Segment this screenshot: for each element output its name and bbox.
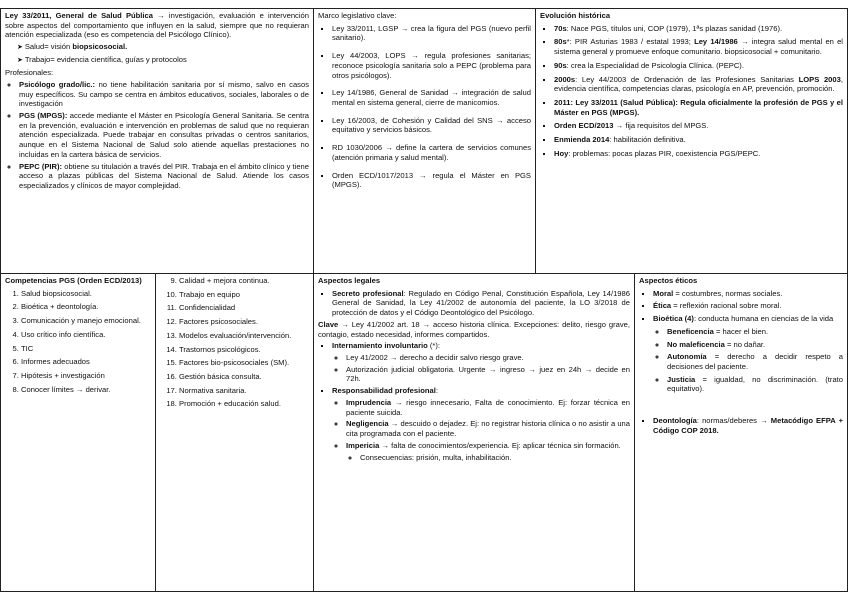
- list-item: ◦ Ley 41/2002 → derecho a decidir salvo riesgo grave.: [346, 353, 630, 363]
- list-item: ◦ Imprudencia → riesgo innecesario, Falta de conocimiento. Ej: forzar técnica en paciente suicida.: [346, 398, 630, 417]
- list-item: 14. Trastornos psicológicos.: [179, 345, 309, 355]
- list-item: ◦ Psicólogo grado/lic.: no tiene habilitación sanitaria por sí mismo, salvo en casos muy específicos. Su campo se centra en ámbitos educativos, sociales, laborales o de investigación: [19, 80, 309, 109]
- list-item: ▪ 2000s: Ley 44/2003 de Ordenación de las Profesiones Sanitarias LOPS 2003, evidencia científica, competencias claras, psicología en AP, prevención, promoción.: [554, 75, 843, 94]
- list-item: ▪ Ley 16/2003, de Cohesión y Calidad del SNS → acceso equitativo y servicios básicos.: [332, 116, 531, 135]
- list-item: ▪ Orden ECD/2013 → fija requisitos del MPGS.: [554, 121, 843, 131]
- list-item: 18. Promoción + educación salud.: [179, 399, 309, 409]
- list-item: 15. Factores bio-psicosociales (SM).: [179, 358, 309, 368]
- list-item: ▪ Deontología: normas/deberes → Metacódigo EFPA + Código COP 2018.: [653, 416, 843, 435]
- law-title: Ley 33/2011, General de Salud Pública: [5, 11, 153, 20]
- list-item: ◦ Justicia = igualdad, no discriminación. (trato equitativo).: [667, 375, 843, 394]
- list-item: 3. Comunicación y manejo emocional.: [21, 316, 153, 326]
- list-item: ◦ No maleficencia = no dañar.: [667, 340, 843, 350]
- list-item: 10. Trabajo en equipo: [179, 290, 309, 300]
- list-item: ▪ 70s: Nace PGS, títulos uni, COP (1979), 1ªs plazas sanidad (1976).: [554, 24, 843, 34]
- table-border-bottom: [0, 591, 848, 592]
- cell-title: Competencias PGS (Orden ECD/2013): [5, 276, 142, 285]
- sub-list: [653, 327, 843, 394]
- list-item: ▪ Responsabilidad profesional: ◦ Imprudencia → riesgo innecesario, Falta de conocimiento. Ej: forzar técnica en paciente suicida. ◦ Negligencia → descuido o dejadez. Ej: no registrar historia clínica o no asistir a una cita programada con el paciente. ◦ Impericia → falta de conocimientos/experiencia. Ej: aplicar técnica sin formación. ◦ Consecuencias: prisión, multa, inhabilitación.: [332, 386, 630, 462]
- list-item: ▪ Enmienda 2014: habilitación definitiva.: [554, 135, 843, 145]
- cell-competencias: [1, 274, 313, 591]
- list-item: ▪ Hoy: problemas: pocas plazas PIR, coexistencia PGS/PEPC.: [554, 149, 843, 159]
- list-item: ◦ PEPC (PIR): obtiene su titulación a través del PIR. Trabaja en el ámbito clínico y tiene acceso a plazas públicas del Sistema Nacional de Salud. Atiende los casos especializados y clínicos de mayor complejidad.: [19, 162, 309, 191]
- list-item: ▪ Ley 44/2003, LOPS → regula profesiones sanitarias; reconoce psicología sanitaria solo a PEPC (problema para otros psicólogos).: [332, 51, 531, 80]
- list-item: 1. Salud biopsicosocial.: [21, 289, 153, 299]
- list-item: ▪ Bioética (4): conducta humana en ciencias de la vida ◦ Beneficencia = hacer el bien. ◦ No maleficencia = no dañar. ◦ Autonomía = derecho a decidir respeto a decisiones del paciente. ◦ Justicia = igualdad, no discriminación. (trato equitativo).: [653, 314, 843, 394]
- law-paragraph: [5, 11, 309, 40]
- sub-list: [346, 453, 630, 463]
- list-item: ◦ Autorización judicial obligatoria. Urgente → ingreso → juez en 24h → decide en 72h.: [346, 365, 630, 384]
- legal-list-2: [318, 341, 630, 462]
- list-item: 5. TIC: [21, 344, 153, 354]
- list-item: ◦ Autonomía = derecho a decidir respeto a decisiones del paciente.: [667, 352, 843, 371]
- cell-marco-legislativo: [314, 9, 535, 273]
- list-item: ▪ Orden ECD/1017/2013 → regula el Máster en PGS (MPGS).: [332, 171, 531, 190]
- list-item: ➤ Salud= visión biopsicosocial.: [17, 42, 309, 53]
- list-item: 11. Confidencialidad: [179, 303, 309, 313]
- law-list: [318, 24, 531, 190]
- list-item: 13. Modelos evaluación/intervención.: [179, 331, 309, 341]
- salud-list: [5, 42, 309, 66]
- cell-title: Aspectos legales: [318, 276, 381, 285]
- list-item: ◦ PGS (MPGS): accede mediante el Máster en Psicología General Sanitaria. Se centra en la prevención, evaluación e intervención en problemas de salud que no requieran atención especializada. Puede trabajar en consultas privadas o centros sanitarios, aunque en el Sistema Nacional de Salud solo atiende aquellas prestaciones no incluidas en la cartera básica de servicios.: [19, 111, 309, 160]
- list-item: 6. Informes adecuados: [21, 357, 153, 367]
- list-item: ▪ Internamiento involuntario (*): ◦ Ley 41/2002 → derecho a decidir salvo riesgo grave. ◦ Autorización judicial obligatoria. Urgente → ingreso → juez en 24h → decide en 72h.: [332, 341, 630, 384]
- list-item: ◦ Beneficencia = hacer el bien.: [667, 327, 843, 337]
- list-item: 17. Normativa sanitaria.: [179, 386, 309, 396]
- list-item: ▪ 80s*: PIR Asturias 1983 / estatal 1993; Ley 14/1986 → integra salud mental en el sistema general y promueve enfoque comunitario. biopsicosocial + comunitario.: [554, 37, 843, 56]
- list-item: ▪ Ley 33/2011, LGSP → crea la figura del PGS (nuevo perfil sanitario).: [332, 24, 531, 43]
- list-item: ▪ Ética = reflexión racional sobre moral.: [653, 301, 843, 311]
- list-item: ▪ 2011: Ley 33/2011 (Salud Pública): Regula oficialmente la profesión de PGS y el Máster en PGS (MPGS).: [554, 98, 843, 117]
- cell-aspectos-eticos: [635, 274, 847, 591]
- cell-aspectos-legales: [314, 274, 634, 591]
- list-item: ▪ Ley 14/1986, General de Sanidad → integración de salud mental en sistema general, cierre de manicomios.: [332, 88, 531, 107]
- list-item: 12. Factores psicosociales.: [179, 317, 309, 327]
- list-item: ▪ Moral = costumbres, normas sociales.: [653, 289, 843, 299]
- ethics-list: [639, 289, 843, 436]
- cell-salud-publica: [1, 9, 313, 273]
- cell-title: Evolución histórica: [540, 11, 611, 20]
- legal-list-1: [318, 289, 630, 318]
- list-item: ➤ Trabajo= evidencia científica, guías y protocolos: [17, 55, 309, 66]
- list-item: 4. Uso crítico info científica.: [21, 330, 153, 340]
- profesionales-list: [5, 80, 309, 191]
- clave-paragraph: Clave → Ley 41/2002 art. 18 → acceso historia clínica. Excepciones: delito, riesgo grave, contagio, estado necesidad, informes compartidos.: [318, 319, 630, 339]
- cell-title: Aspectos éticos: [639, 276, 698, 285]
- sub-list: [332, 353, 630, 384]
- competencias-list-left: [5, 289, 153, 395]
- list-item: 8. Conocer límites → derivar.: [21, 385, 153, 395]
- list-item: ◦ Impericia → falta de conocimientos/experiencia. Ej: aplicar técnica sin formación. ◦ Consecuencias: prisión, multa, inhabilitación.: [346, 441, 630, 462]
- list-item: ▪ Secreto profesional: Regulado en Código Penal, Constitución Española, Ley 14/1986 General de Sanidad, la Ley 41/2002 de autonomía del paciente, la LO 3/2018 de protección de datos y el Código Deontológico del Psicólogo.: [332, 289, 630, 318]
- profesionales-heading: Profesionales:: [5, 68, 54, 78]
- list-item: ▪ RD 1030/2006 → define la cartera de servicios comunes (atención primaria y salud mental).: [332, 143, 531, 162]
- list-item: 16. Gestión básica consulta.: [179, 372, 309, 382]
- cell-evolucion: [536, 9, 847, 273]
- law-text: → investigación, evaluación e intervención sobre aspectos del comportamiento que influyen en la salud, siempre que no requieran atención especializada (eso es competencia del Psicólogo Clínico).: [5, 11, 309, 40]
- list-item: 9. Calidad + mejora continua.: [179, 276, 309, 286]
- cell-title: Marco legislativo clave:: [318, 11, 397, 20]
- list-item: ▪ 90s: crea la Especialidad de Psicología Clínica. (PEPC).: [554, 61, 843, 71]
- list-item: ◦ Consecuencias: prisión, multa, inhabilitación.: [360, 453, 630, 463]
- timeline-list: [540, 24, 843, 159]
- list-item: 7. Hipótesis + investigación: [21, 371, 153, 381]
- competencias-list-right: [159, 276, 309, 409]
- sub-list: [332, 398, 630, 462]
- list-item: ◦ Negligencia → descuido o dejadez. Ej: no registrar historia clínica o no asistir a una cita programada con el paciente.: [346, 419, 630, 438]
- list-item: 2. Bioética + deontología.: [21, 302, 153, 312]
